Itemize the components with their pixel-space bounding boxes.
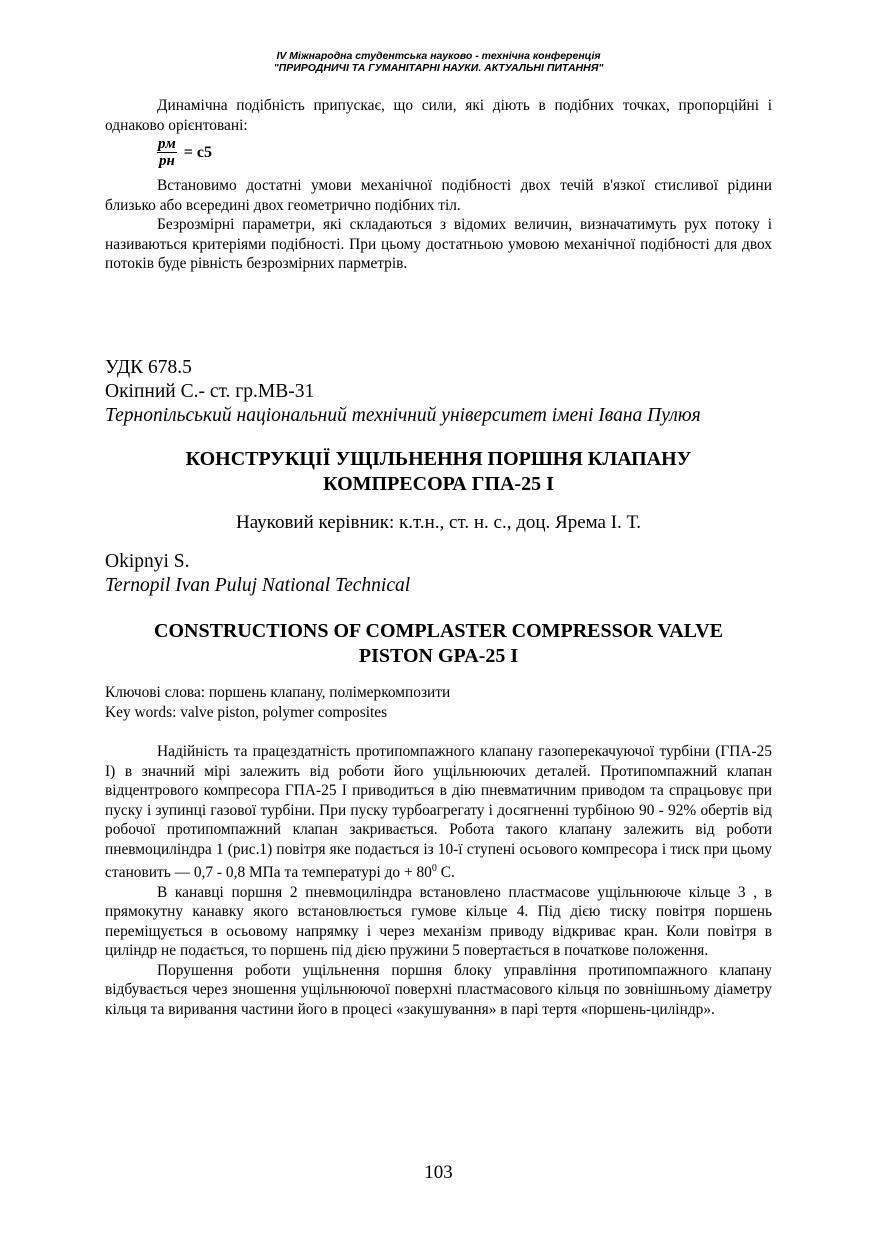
keywords-ua: Ключові слова: поршень клапану, полімеркомпозити bbox=[105, 684, 451, 701]
page-number: 103 bbox=[424, 1162, 453, 1183]
title-ua: КОНСТРУКЦІЇ УЩІЛЬНЕННЯ ПОРШНЯ КЛАПАНУ КОМПРЕСОРА ГПА-25 І bbox=[185, 448, 692, 495]
affiliation-ua: Тернопільський національний технічний університет імені Івана Пулюя bbox=[105, 405, 701, 426]
top-paragraph-1: Динамічна подібність припускає, що сили, які діють в подібних точках, пропорційні і однаково орієнтовані: bbox=[105, 97, 772, 134]
top-paragraph-3: Безрозмірні параметри, які складаються з відомих величин, визначатимуть рух потоку і називаються критеріями подібності. При цьому достатньою умовою механічної подібності для двох потоків буде рівність безрозмірних парметрів. bbox=[105, 216, 772, 272]
title-en: CONSTRUCTIONS OF COMPLASTER COMPRESSOR VALVE PISTON GPA-25 I bbox=[154, 620, 723, 667]
header-line-1: IV Міжнародна студентська науково - технічна конференція bbox=[276, 50, 601, 62]
body-paragraph-3: Порушення роботи ущільнення поршня блоку управління протипомпажного клапану відбувається через зношення ущільнюючої поверхні пластмасового кільця по зовнішньому діаметру кільця та виривання частини його в процесі «закушування» в парі тертя «поршень-циліндр». bbox=[105, 961, 772, 1018]
author-ua: Окіпний С.- ст. гр.МВ-31 bbox=[105, 381, 315, 402]
keywords-en: Key words: valve piston, polymer composites bbox=[105, 703, 388, 721]
running-header bbox=[0, 50, 877, 74]
article-meta-ua bbox=[105, 356, 701, 428]
author-en: Okipnyi S. bbox=[105, 551, 190, 572]
formula-numerator: pм bbox=[158, 136, 176, 152]
header-line-2: "ПРИРОДНИЧІ ТА ГУМАНІТАРНІ НАУКИ. АКТУАЛЬНІ ПИТАННЯ" bbox=[273, 62, 604, 74]
top-paragraphs bbox=[105, 176, 772, 274]
affiliation-en: Ternopil Ivan Puluj National Technical bbox=[105, 575, 411, 596]
body-paragraph-1: Надійність та працездатність протипомпажного клапану газоперекачуючої турбіни (ГПА-25 І) в значний мірі залежить від роботи його ущільнюючих деталей. Протипомпажний клапан відцентрового компресора ГПА-25 І приводиться в дію пневматичним приводом та спрацьовує при пуску і зупинці газової турбіни. При пуску турбоагрегату і досягненні турбіною 90 - 92% обертів від робочої протипомпажний клапан закривається. Робота такого клапану залежить від роботи пневмоциліндра 1 (рис.1) повітря яке подається із 10-ї ступені осьового компресора і тиск при цьому становить — 0,7 - 0,8 МПа та температурі до + $80^0$ С. bbox=[105, 743, 772, 882]
formula-denominator: pн bbox=[158, 153, 175, 169]
body-paragraph-2: В канавці поршня 2 пневмоциліндра встановлено пластмасове ущільнююче кільце 3 , в прямокутну канавку якого встановлюється гумове кільце 4. Під дією тиску повітря поршень переміщується в осьовому напрямку і через механізм приводу відкриває кран. Коли повітря в циліндр не подається, то поршень під дією пружини 5 повертається в початкове положення. bbox=[105, 883, 772, 960]
keywords bbox=[105, 683, 450, 722]
udk-code: УДК 678.5 bbox=[105, 357, 192, 378]
formula-rhs: = c5 bbox=[183, 143, 212, 161]
top-paragraph-2: Встановимо достатні умови механічної подібності двох течій в'язкої стисливої рідини близько або всередині двох геометрично подібних тіл. bbox=[105, 177, 772, 214]
article-meta-en bbox=[105, 550, 410, 598]
similarity-formula bbox=[157, 136, 212, 169]
supervisor: Науковий керівник: к.т.н., ст. н. с., доц. Ярема І. Т. bbox=[235, 512, 642, 533]
article-body bbox=[105, 742, 772, 1019]
